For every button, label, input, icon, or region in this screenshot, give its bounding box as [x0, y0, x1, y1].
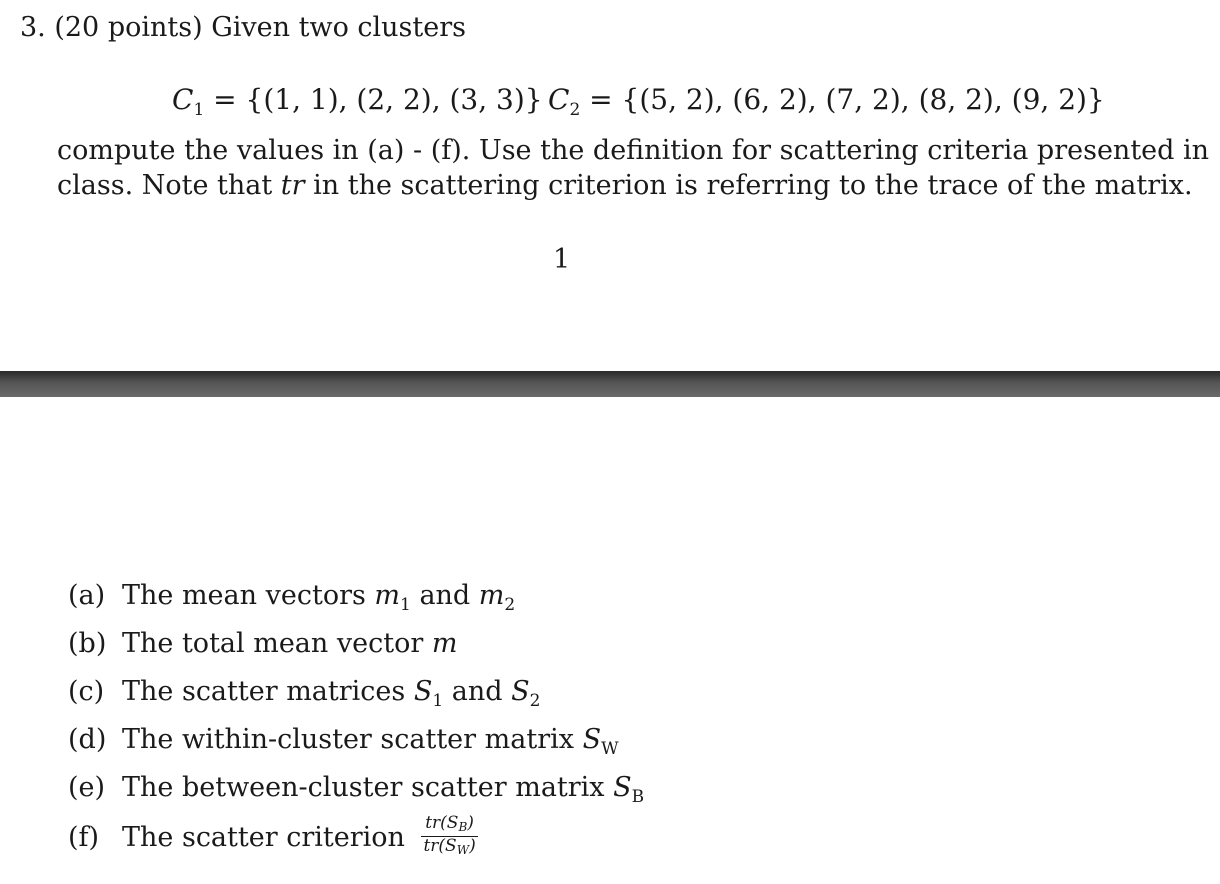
part-b-var: m: [431, 628, 458, 659]
part-c-var-1: S: [413, 676, 433, 707]
cluster-c1-definition: [172, 80, 543, 130]
part-b-label: (b): [68, 628, 107, 659]
part-d-label: (d): [68, 724, 107, 755]
numerator-close: ): [467, 813, 474, 833]
part-e: [68, 768, 644, 816]
part-c-var-2-sub: 2: [529, 691, 541, 711]
part-a-var-2-sub: 2: [504, 595, 516, 615]
part-c-var-2: S: [511, 676, 530, 707]
part-f: [68, 813, 644, 864]
c2-symbol: C: [548, 83, 570, 116]
part-e-text: The between-cluster scatter matrix: [122, 772, 614, 803]
part-a-label: (a): [68, 580, 106, 611]
fraction-denominator: [421, 837, 477, 859]
fraction-numerator: [421, 814, 477, 837]
part-d-text: The within-cluster scatter matrix: [122, 724, 583, 755]
part-c-label: (c): [68, 676, 105, 707]
instructions-line-2-end: in the scattering criterion is referring to the trace of the matrix.: [304, 170, 1193, 201]
part-d-var: S: [582, 724, 602, 755]
problem-heading: 3. (20 points) Given two clusters: [20, 12, 467, 43]
part-c-mid: and: [443, 676, 512, 707]
c1-subscript: 1: [193, 100, 205, 120]
c1-symbol: C: [172, 83, 194, 116]
denominator-trace: tr(S: [423, 836, 457, 856]
part-a-var-2: m: [478, 580, 505, 611]
scatter-criterion-fraction: [421, 814, 477, 859]
part-b: [68, 624, 644, 672]
part-a: [68, 576, 644, 624]
parts-list: [68, 576, 644, 864]
numerator-sub: B: [458, 820, 468, 834]
part-c: [68, 672, 644, 720]
part-e-var: S: [613, 772, 632, 803]
part-b-text: The total mean vector: [122, 628, 432, 659]
cluster-c2-definition: [548, 80, 1105, 130]
instructions-line-2-start: class. Note that: [57, 170, 281, 201]
denominator-close: ): [469, 836, 476, 856]
part-d: [68, 720, 644, 768]
part-c-text: The scatter matrices: [122, 676, 414, 707]
page-break-divider: [0, 371, 1220, 397]
c2-subscript: 2: [569, 100, 581, 120]
instructions-line-2: [57, 168, 1197, 203]
trace-symbol: tr: [280, 170, 305, 201]
numerator-trace: tr(S: [425, 813, 459, 833]
part-a-var-1-sub: 1: [400, 595, 411, 615]
c2-set: = {(5, 2), (6, 2), (7, 2), (8, 2), (9, 2)}: [580, 83, 1105, 116]
part-f-label: (f): [68, 822, 100, 853]
part-a-mid: and: [410, 580, 479, 611]
part-a-var-1: m: [374, 580, 401, 611]
instructions-paragraph: [57, 133, 1210, 203]
part-d-var-sub: W: [601, 739, 619, 759]
part-f-text: The scatter criterion: [122, 822, 414, 853]
instructions-line-1: compute the values in (a) - (f). Use the definition for scattering criteria presented in: [57, 135, 1210, 166]
c1-set: = {(1, 1), (2, 2), (3, 3)}: [204, 83, 543, 116]
page-number: 1: [553, 244, 571, 275]
part-c-var-1-sub: 1: [432, 691, 444, 711]
part-e-var-sub: B: [631, 787, 645, 807]
denominator-sub: W: [456, 843, 470, 857]
part-e-label: (e): [68, 772, 106, 803]
part-a-text: The mean vectors: [122, 580, 375, 611]
